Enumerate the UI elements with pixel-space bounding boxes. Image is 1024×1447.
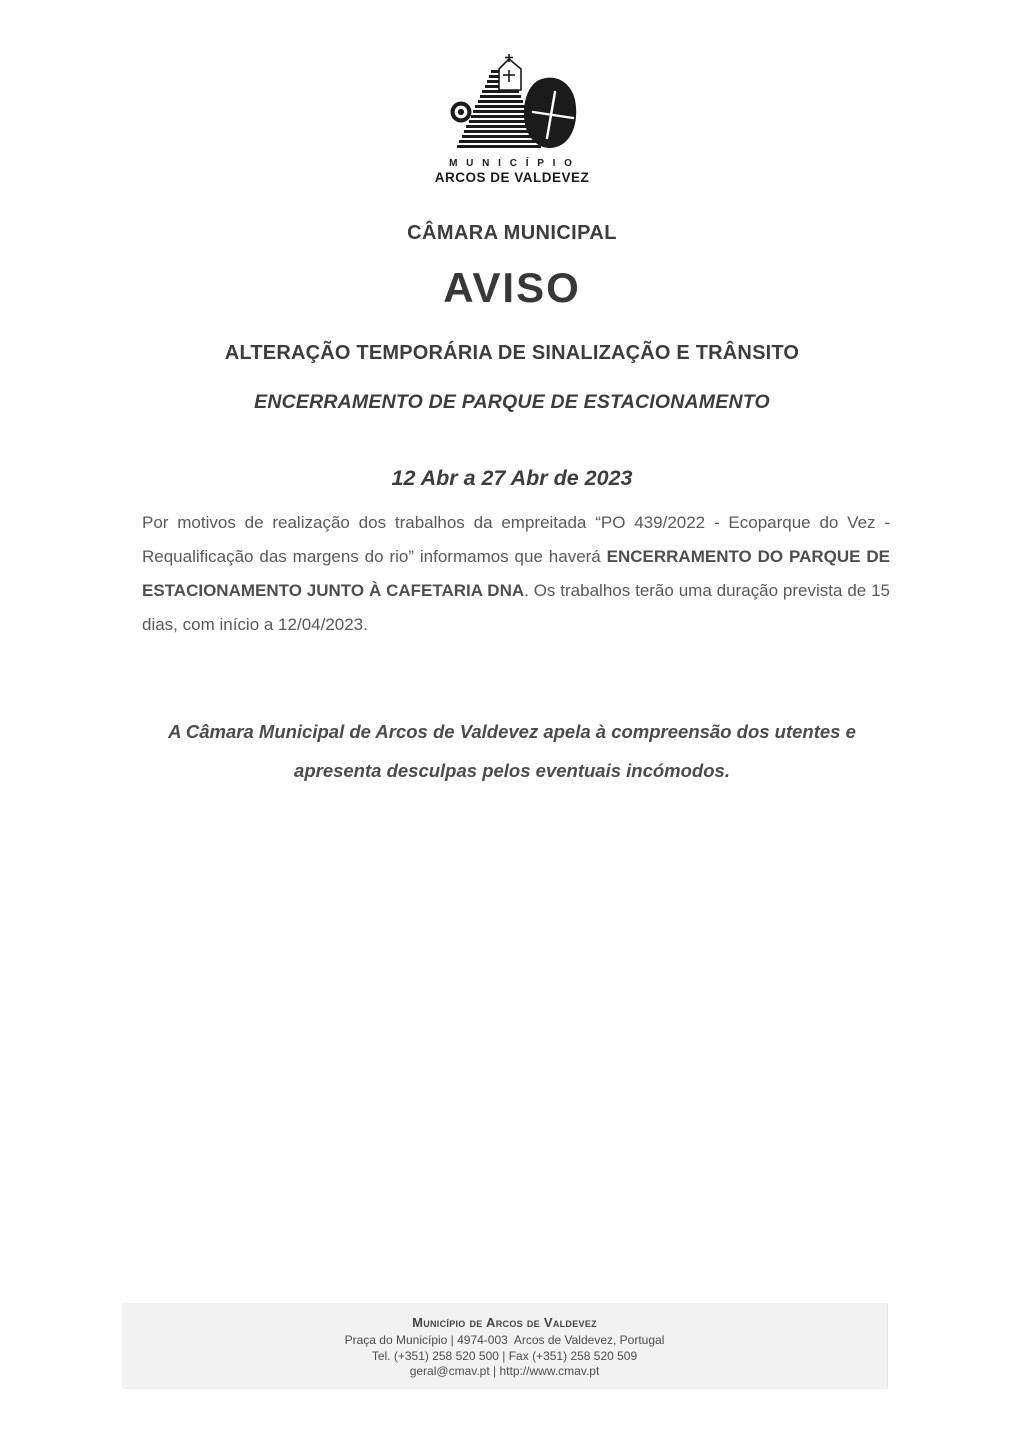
footer-address: Praça do Município | 4974-003 Arcos de Valdevez, Portugal — [344, 1333, 665, 1347]
footer — [122, 1303, 888, 1389]
body-text-tail: . Os trabalhos terão uma duração prevista de 15 dias, com início a 12/04/2023. — [142, 581, 891, 634]
footer-phone-fax: Tel. (+351) 258 520 500 | Fax (+351) 258 520 509 — [371, 1348, 638, 1363]
municipality-logo — [0, 54, 1024, 185]
footer-email-web: geral@cmav.pt | http://www.cmav.pt — [409, 1364, 600, 1378]
closing-statement — [0, 712, 1024, 790]
notice-date-range: 12 Abr a 27 Abr de 2023 — [391, 466, 633, 490]
logo-caption-municipio: M U N I C Í P I O — [449, 158, 575, 169]
body-text-lead: Por motivos de realização dos trabalhos da empreitada “PO 439/2022 - Ecoparque do Vez - Requalificação das margens do rio” informamos que haverá — [142, 513, 890, 566]
closing-line-2: apresenta desculpas pelos eventuais incómodos. — [294, 760, 730, 781]
body-text-emphasis: ENCERRAMENTO DO PARQUE DE ESTACIONAMENTO JUNTO À CAFETARIA DNA — [142, 547, 890, 600]
closing-line-1: A Câmara Municipal de Arcos de Valdevez apela à compreensão dos utentes e — [168, 721, 856, 742]
notice-title: AVISO — [443, 264, 581, 311]
footer-org-name: Município de Arcos de Valdevez — [412, 1315, 597, 1330]
logo-caption-arcos-de-valdevez: ARCOS DE VALDEVEZ — [434, 170, 590, 185]
municipality-logo-mark — [445, 54, 579, 152]
notice-subject-heading: ALTERAÇÃO TEMPORÁRIA DE SINALIZAÇÃO E TRÂNSITO — [224, 342, 800, 364]
notice-body-paragraph — [142, 506, 890, 642]
notice-subtopic-heading: ENCERRAMENTO DE PARQUE DE ESTACIONAMENTO — [254, 391, 770, 413]
org-heading: CÂMARA MUNICIPAL — [407, 222, 617, 244]
